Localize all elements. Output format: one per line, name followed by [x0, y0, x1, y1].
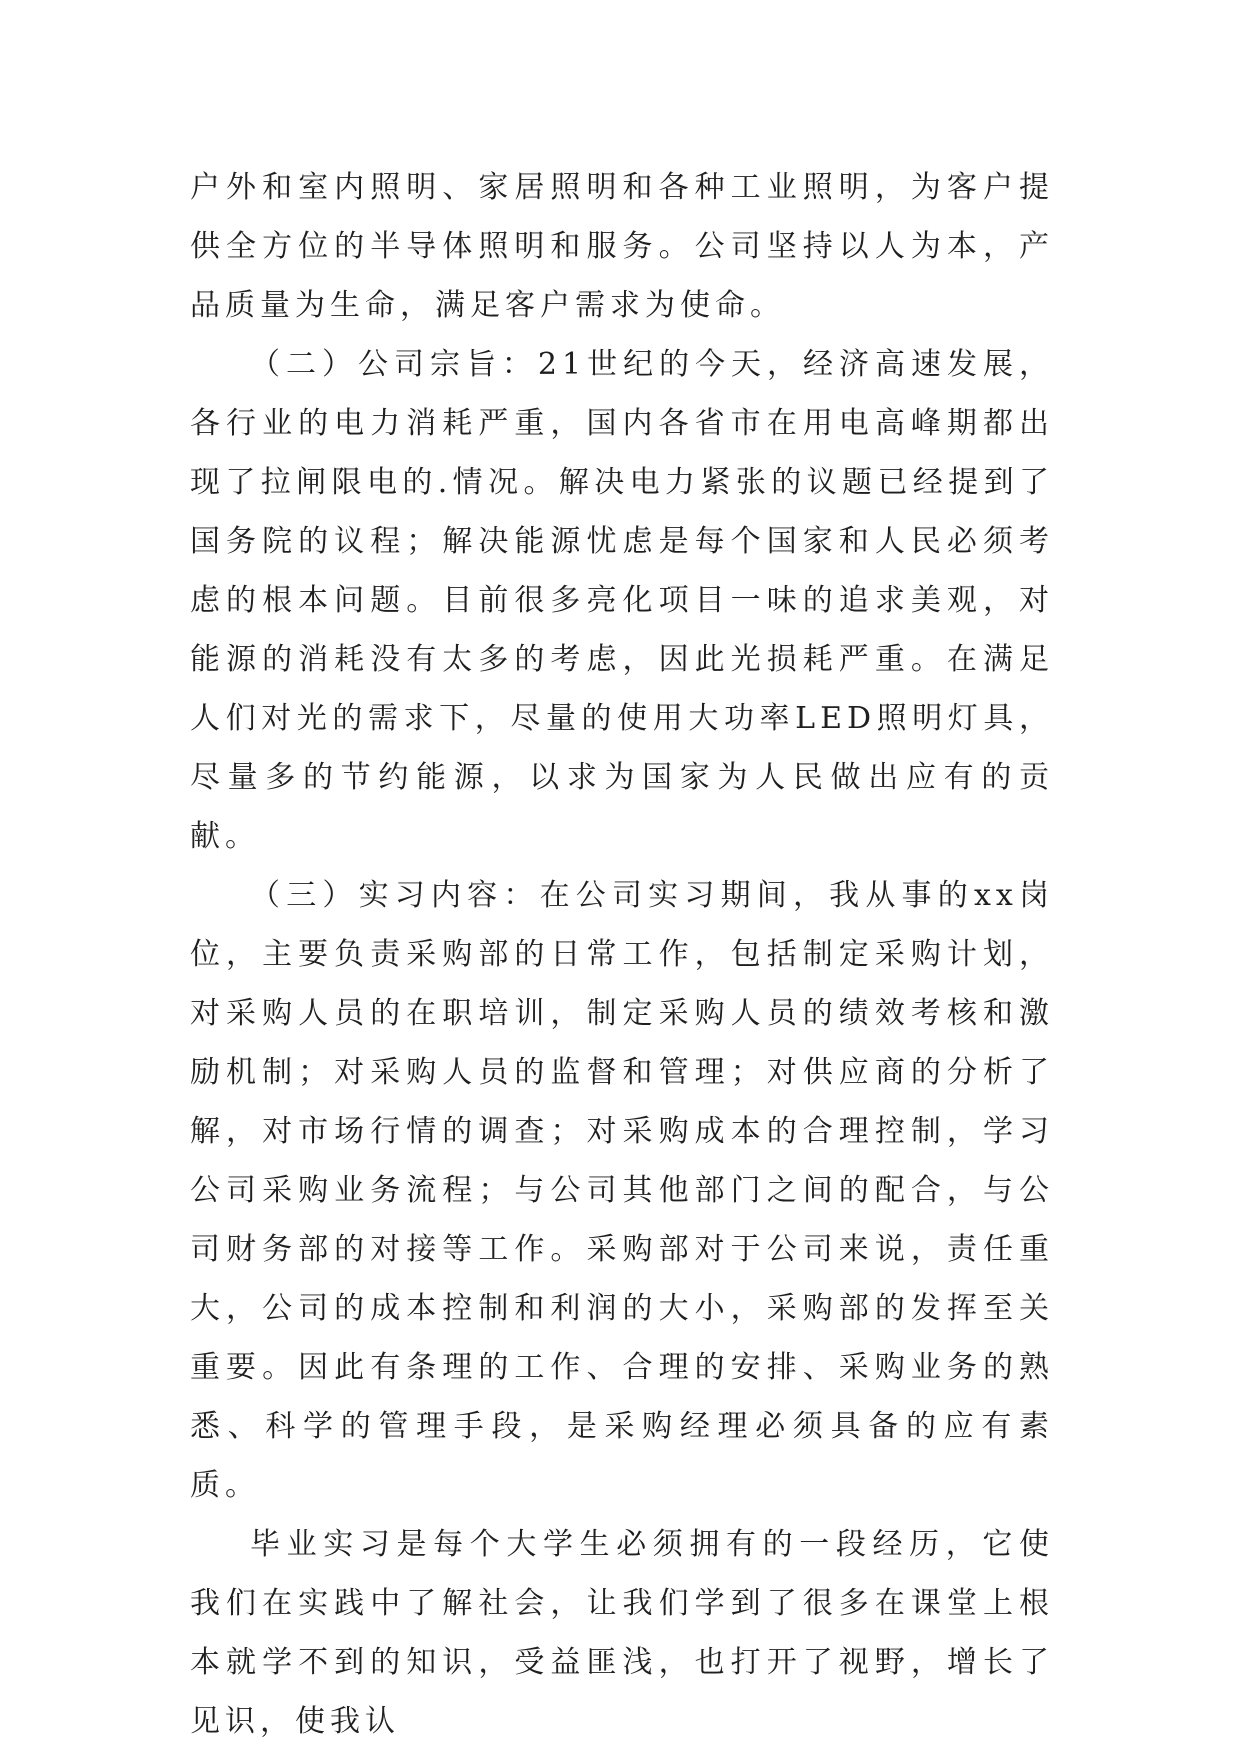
- paragraph-company-overview-end: 户外和室内照明、家居照明和各种工业照明，为客户提供全方位的半导体照明和服务。公司坚持以人为本，产品质量为生命，满足客户需求为使命。: [190, 170, 1054, 323]
- paragraph-company-purpose: （二）公司宗旨：21世纪的今天，经济高速发展，各行业的电力消耗严重，国内各省市在用电高峰期都出现了拉闸限电的.情况。解决电力紧张的议题已经提到了国务院的议程；解决能源忧虑是每个国家和人民必须考虑的根本问题。目前很多亮化项目一味的追求美观，对能源的消耗没有太多的考虑，因此光损耗严重。在满足人们对光的需求下，尽量的使用大功率LED照明灯具，尽量多的节约能源，以求为国家为人民做出应有的贡献。: [190, 347, 1054, 854]
- document-body: [190, 158, 1054, 1751]
- paragraph-internship-content: （三）实习内容：在公司实习期间，我从事的xx岗位，主要负责采购部的日常工作，包括制定采购计划，对采购人员的在职培训，制定采购人员的绩效考核和激励机制；对采购人员的监督和管理；对供应商的分析了解，对市场行情的调查；对采购成本的合理控制，学习公司采购业务流程；与公司其他部门之间的配合，与公司财务部的对接等工作。采购部对于公司来说，责任重大，公司的成本控制和利润的大小，采购部的发挥至关重要。因此有条理的工作、合理的安排、采购业务的熟悉、科学的管理手段，是采购经理必须具备的应有素质。: [190, 878, 1054, 1503]
- paragraph-internship-reflection: 毕业实习是每个大学生必须拥有的一段经历，它使我们在实践中了解社会，让我们学到了很多在课堂上根本就学不到的知识，受益匪浅，也打开了视野，增长了见识，使我认: [190, 1527, 1054, 1739]
